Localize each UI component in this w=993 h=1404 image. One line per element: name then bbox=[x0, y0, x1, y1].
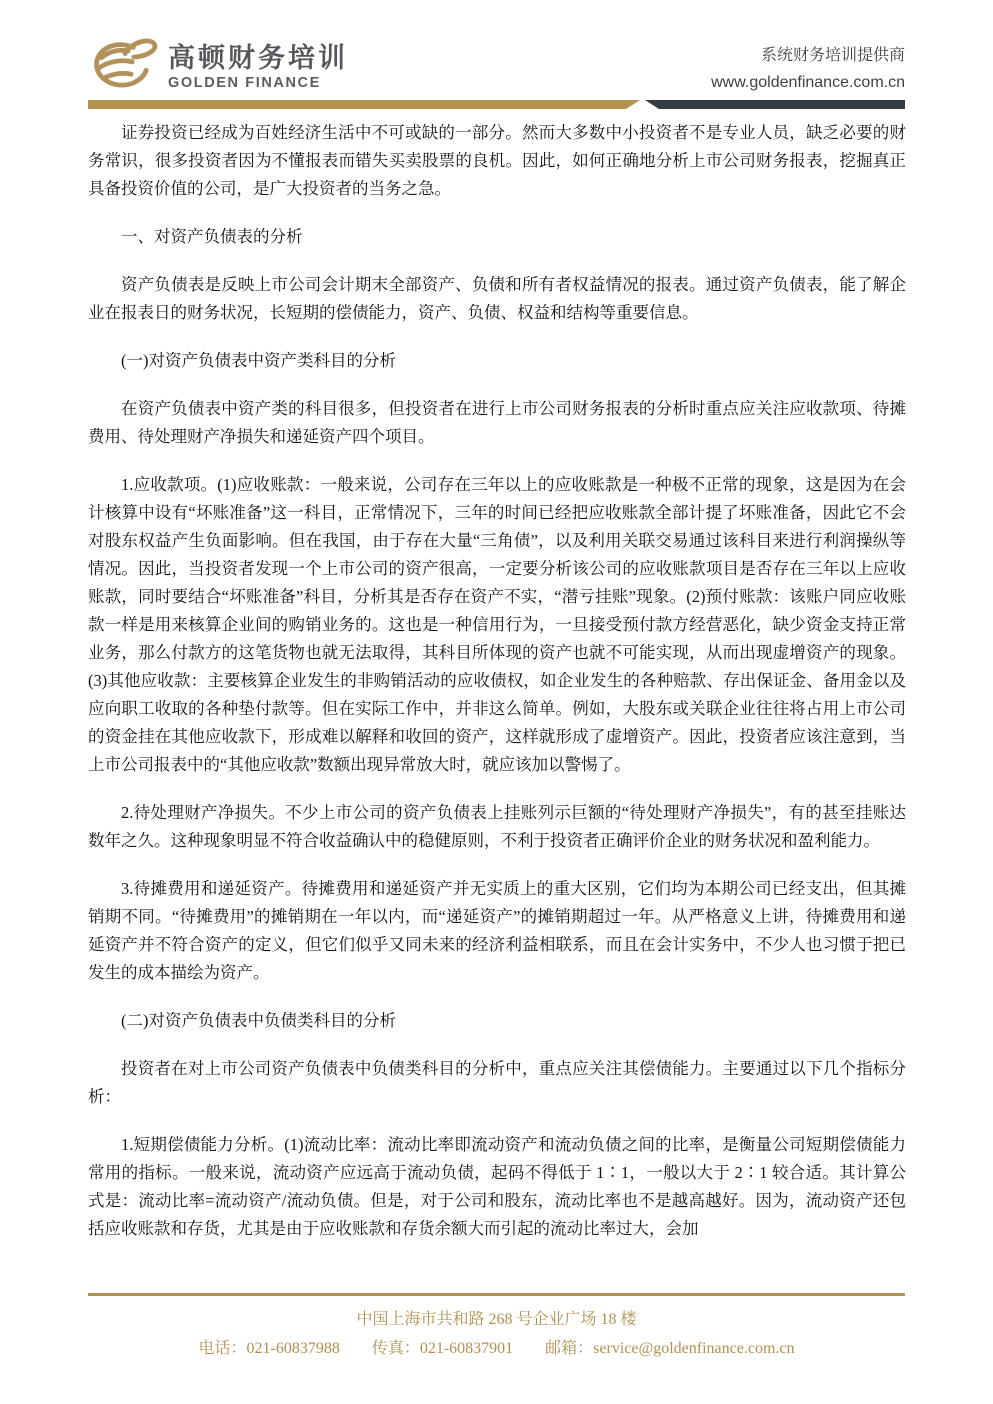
logo-title-en: GOLDEN FINANCE bbox=[168, 74, 321, 91]
paragraph: 资产负债表是反映上市公司会计期末全部资产、负债和所有者权益情况的报表。通过资产负债表，能了解企业在报表日的财务状况，长短期的偿债能力，资产、负债、权益和结构等重要信息。 bbox=[88, 275, 906, 322]
footer-address: 中国上海市共和路 268 号企业广场 18 楼 bbox=[356, 1311, 637, 1328]
paragraph: 1.应收款项。(1)应收账款：一般来说，公司存在三年以上的应收账款是一种极不正常的现象，这是因为在会计核算中设有“坏账准备”这一科目，正常情况下，三年的时间已经把应收账款全部计提了坏账准备，因此它不会对股东权益产生负面影响。但在我国，由于存在大量“三角债”，以及利用关联交易通过该科目来进行利润操纵等情况。因此，当投资者发现一个上市公司的资产很高，一定要分析该公司的应收账款项目是否存在三年以上应收账款，同时要结合“坏账准备”科目，分析其是否存在资产不实，“潜亏挂账”现象。(2)预付账款：该账户同应收账款一样是用来核算企业间的购销业务的。这也是一种信用行为，一旦接受预付款方经营恶化，缺少资金支持正常业务，那么付款方的这笔货物也就无法取得，其科目所体现的资产也就不可能实现，从而出现虚增资产的现象。(3)其他应收款：主要核算企业发生的非购销活动的应收债权，如企业发生的各种赔款、存出保证金、备用金以及应向职工收取的各种垫付款等。但在实际工作中，并非这么简单。例如，大股东或关联企业往往将占用上市公司的资金挂在其他应收款下，形成难以解释和收回的资产，这样就形成了虚增资产。因此，投资者应该注意到，当上市公司报表中的“其他应收款”数额出现异常放大时，就应该加以警惕了。 bbox=[88, 475, 906, 774]
paragraph: 证券投资已经成为百姓经济生活中不可或缺的一部分。然而大多数中小投资者不是专业人员，缺乏必要的财务常识，很多投资者因为不懂报表而错失买卖股票的良机。因此，如何正确地分析上市公司财务报表，挖掘真正具备投资价值的公司，是广大投资者的当务之急。 bbox=[88, 123, 906, 198]
footer-phone: 电话：021-60837988 bbox=[198, 1340, 340, 1357]
paragraph: 3.待摊费用和递延资产。待摊费用和递延资产并无实质上的重大区别，它们均为本期公司已经支出，但其摊销期不同。“待摊费用”的摊销期在一年以内，而“递延资产”的摊销期超过一年。从严格意义上讲，待摊费用和递延资产并不符合资产的定义，但它们似乎又同未来的经济利益相联系，而且在会计实务中，不少人也习惯于把已发生的成本描绘为资产。 bbox=[88, 879, 906, 982]
paragraph: 2.待处理财产净损失。不少上市公司的资产负债表上挂账列示巨额的“待处理财产净损失”，有的甚至挂账达数年之久。这种现象明显不符合收益确认中的稳健原则，不利于投资者正确评价企业的财务状况和盈利能力。 bbox=[88, 803, 906, 850]
header-divider-bar bbox=[88, 100, 905, 109]
section-heading: (一)对资产负债表中资产类科目的分析 bbox=[121, 351, 396, 370]
page-footer bbox=[88, 1293, 905, 1361]
footer-divider-line bbox=[88, 1293, 905, 1296]
section-heading: 一、对资产负债表的分析 bbox=[121, 227, 303, 246]
section-heading: (二)对资产负债表中负债类科目的分析 bbox=[121, 1011, 396, 1030]
logo-title-cn: 高顿财务培训 bbox=[168, 42, 348, 73]
header-website: www.goldenfinance.com.cn bbox=[711, 74, 905, 91]
paragraph: 1.短期偿债能力分析。(1)流动比率：流动比率即流动资产和流动负债之间的比率，是衡量公司短期偿债能力常用的指标。一般来说，流动资产应远高于流动负债，起码不得低于 1∶1，一般以大于 2∶1 较合适。其计算公式是：流动比率=流动资产/流动负债。但是，对于公司和股东，流动比率也不是越高越好。因为，流动资产还包括应收账款和存货，尤其是由于应收账款和存货余额大而引起的流动比率过大，会加 bbox=[88, 1135, 906, 1238]
footer-email: 邮箱：service@goldenfinance.com.cn bbox=[545, 1340, 795, 1357]
header-bar-dark-segment bbox=[645, 100, 905, 109]
footer-contacts bbox=[88, 1337, 905, 1361]
logo-text bbox=[168, 43, 348, 92]
golden-finance-logo-icon bbox=[86, 36, 162, 98]
document-body bbox=[88, 119, 906, 1289]
paragraph: 投资者在对上市公司资产负债表中负债类科目的分析中，重点应关注其偿债能力。主要通过以下几个指标分析： bbox=[88, 1059, 906, 1106]
header-tagline: 系统财务培训提供商 bbox=[760, 47, 905, 64]
logo bbox=[86, 36, 348, 98]
paragraph: 在资产负债表中资产类的科目很多，但投资者在进行上市公司财务报表的分析时重点应关注应收款项、待摊费用、待处理财产净损失和递延资产四个项目。 bbox=[88, 399, 906, 446]
header-right bbox=[711, 42, 905, 96]
header-bar-gold-segment bbox=[88, 100, 640, 109]
footer-fax: 传真：021-60837901 bbox=[371, 1340, 514, 1357]
